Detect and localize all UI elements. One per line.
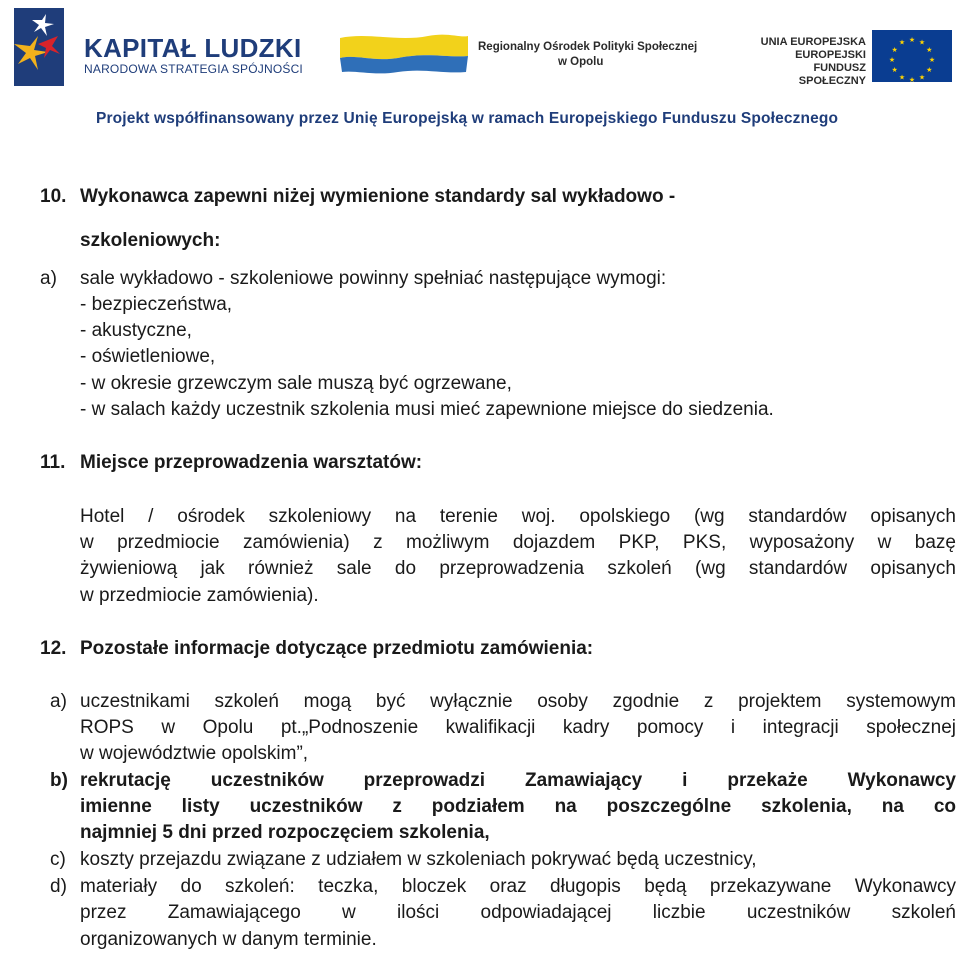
section-12-item-a-line: uczestnikami szkoleń mogą być wyłącznie osoby zgodnie z projektem systemowym bbox=[80, 691, 956, 712]
kapital-ludzki-subtitle: NARODOWA STRATEGIA SPÓJNOŚCI bbox=[84, 62, 303, 76]
section-12-item-a-line: ROPS w Opolu pt.„Podnoszenie kwalifikacji kadry pomocy i integracji społecznej bbox=[80, 717, 956, 738]
section-12-item-a-line: w województwie opolskim”, bbox=[80, 743, 309, 764]
svg-text:★: ★ bbox=[891, 46, 898, 54]
svg-text:★: ★ bbox=[926, 46, 933, 54]
section-12-item-a-label: a) bbox=[50, 691, 67, 712]
svg-text:★: ★ bbox=[918, 73, 926, 82]
kapital-ludzki-wordmark bbox=[84, 34, 303, 76]
section-12-item-d-line: materiały do szkoleń: teczka, bloczek oraz długopis będą przekazywane Wykonawcy bbox=[80, 876, 956, 897]
requirement-item: - w okresie grzewczym sale muszą być ogrzewane, bbox=[80, 373, 512, 394]
kapital-ludzki-logo bbox=[8, 6, 68, 88]
eu-name bbox=[758, 36, 866, 88]
section-11-text-line: w przedmiocie zamówienia) z możliwym dojazdem PKP, PKS, wyposażony w bazę bbox=[80, 532, 956, 553]
section-10-title-line-2: szkoleniowych: bbox=[80, 230, 221, 251]
section-12-item-c-label: c) bbox=[50, 849, 66, 870]
rops-flag-logo bbox=[338, 32, 470, 76]
eu-flag-logo bbox=[872, 30, 952, 82]
section-12-item-c-text: koszty przejazdu związane z udziałem w szkoleniach pokrywać będą uczestnicy, bbox=[80, 849, 757, 870]
rops-name bbox=[478, 40, 697, 70]
svg-text:★: ★ bbox=[898, 73, 906, 82]
eu-line-3: FUNDUSZ SPOŁECZNY bbox=[798, 62, 866, 87]
eu-line-2: EUROPEJSKI bbox=[795, 49, 866, 61]
svg-text:★: ★ bbox=[888, 56, 896, 64]
eu-line-1: UNIA EUROPEJSKA bbox=[760, 36, 866, 48]
section-12-item-b-line: najmniej 5 dni przed rozpoczęciem szkolenia, bbox=[80, 822, 490, 843]
section-12-number: 12. bbox=[40, 638, 67, 659]
requirement-item: - akustyczne, bbox=[80, 320, 192, 341]
section-10-item-a-text: sale wykładowo - szkoleniowe powinny spełniać następujące wymogi: bbox=[80, 268, 667, 289]
svg-text:★: ★ bbox=[908, 36, 916, 44]
section-12-item-b-label: b) bbox=[50, 770, 68, 791]
section-12-title: Pozostałe informacje dotyczące przedmiotu zamówienia: bbox=[80, 638, 594, 659]
section-11-text-line: Hotel / ośrodek szkoleniowy na terenie woj. opolskiego (wg standardów opisanych bbox=[80, 506, 956, 527]
requirement-item: - bezpieczeństwa, bbox=[80, 294, 233, 315]
section-11-number: 11. bbox=[40, 452, 66, 473]
kapital-ludzki-title: KAPITAŁ LUDZKI bbox=[84, 33, 302, 63]
section-12-item-b-line: imienne listy uczestników z podziałem na poszczególne szkolenia, na co bbox=[80, 796, 956, 817]
section-12-item-d-line: organizowanych w danym terminie. bbox=[80, 929, 377, 950]
requirement-item: - oświetleniowe, bbox=[80, 346, 216, 367]
requirement-item: - w salach każdy uczestnik szkolenia musi mieć zapewnione miejsce do siedzenia. bbox=[80, 399, 774, 420]
section-12-item-d-line: przez Zamawiającego w ilości odpowiadającej liczbie uczestników szkoleń bbox=[80, 902, 956, 923]
rops-line-1: Regionalny Ośrodek Polityki Społecznej bbox=[478, 41, 698, 53]
svg-text:★: ★ bbox=[908, 76, 916, 82]
section-12-item-d-label: d) bbox=[50, 876, 67, 897]
section-10-item-a-label: a) bbox=[40, 268, 57, 289]
section-11-text-line: w przedmiocie zamówienia). bbox=[80, 585, 319, 606]
rops-line-2: w Opolu bbox=[558, 56, 604, 68]
section-11-text-line: żywieniową jak również sale do przeprowadzenia szkoleń (wg standardów opisanych bbox=[80, 558, 956, 579]
section-10-number: 10. bbox=[40, 186, 67, 207]
section-10-title-line-1: Wykonawca zapewni niżej wymienione standardy sal wykładowo - bbox=[80, 186, 676, 207]
svg-text:★: ★ bbox=[928, 56, 936, 64]
page-header bbox=[0, 0, 960, 140]
section-12-item-b-line: rekrutację uczestników przeprowadzi Zamawiający i przekaże Wykonawcy bbox=[80, 770, 956, 791]
svg-text:★: ★ bbox=[918, 38, 926, 47]
svg-text:★: ★ bbox=[891, 66, 898, 74]
cofinancing-note: Projekt współfinansowany przez Unię Europejską w ramach Europejskiego Funduszu Społecznego bbox=[96, 110, 839, 127]
svg-text:★: ★ bbox=[898, 38, 906, 47]
section-11-title: Miejsce przeprowadzenia warsztatów: bbox=[80, 452, 423, 473]
svg-text:★: ★ bbox=[926, 66, 933, 74]
